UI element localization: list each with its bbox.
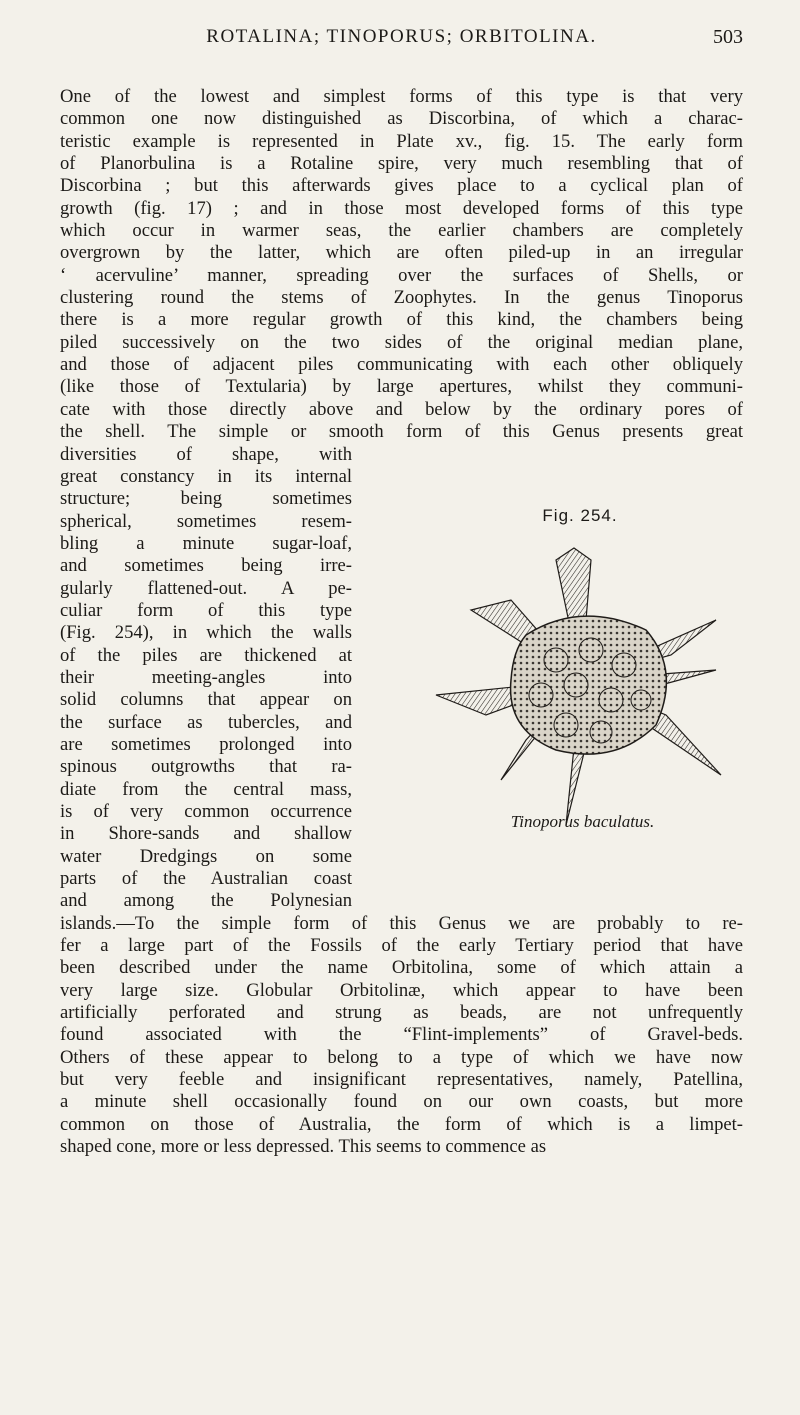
text-line: of the piles are thickened at [60,644,352,666]
text-line: ‘ acervuline’ manner, spreading over the surfaces of Shells, or [60,264,743,286]
text-line: common on those of Australia, the form of which is a limpet- [60,1113,743,1135]
page-header [60,26,743,56]
text-line: water Dredgings on some [60,845,352,867]
text-line: spherical, sometimes resem- [60,510,352,532]
text-line: Discorbina ; but this afterwards gives place to a cyclical plan of [60,175,743,197]
text-line: and those of adjacent piles communicating with each other obliquely [60,354,743,376]
text-line: common one now distinguished as Discorbina, of which a charac- [60,108,743,130]
text-line: islands.—To the simple form of this Genus we are probably to re- [60,912,743,934]
text-line: are sometimes prolonged into [60,733,352,755]
text-line: but very feeble and insignificant representatives, namely, Patellina, [60,1069,743,1091]
text-line: cate with those directly above and below by the ordinary pores of [60,398,743,420]
text-line: gularly flattened-out. A pe- [60,577,352,599]
text-line: their meeting-angles into [60,666,352,688]
page-number: 503 [713,26,743,48]
figure-caption: Tinoporus baculatus. [510,812,655,831]
text-line: clustering round the stems of Zoophytes. In the genus Tinoporus [60,287,743,309]
text-line: culiar form of this type [60,599,352,621]
text-line: which occur in warmer seas, the earlier chambers are completely [60,220,743,242]
text-line: the shell. The simple or smooth form of this Genus presents great [60,421,743,443]
text-line: the surface as tubercles, and [60,711,352,733]
text-line: artificially perforated and strung as beads, are not unfrequently [60,1002,743,1024]
text-line: of Planorbulina is a Rotaline spire, very much resembling that of [60,153,743,175]
text-line: shaped cone, more or less depressed. This seems to commence as [60,1136,547,1158]
text-line: is of very common occurrence [60,801,352,822]
text-line: teristic example is represented in Plate xv., fig. 15. The early form [60,130,743,152]
text-line: Others of these appear to belong to a type of which we have now [60,1046,743,1068]
text-line: and sometimes being irre- [60,555,352,577]
text-line: very large size. Globular Orbitolinæ, which appear to have been [60,979,743,1001]
text-line: great constancy in its internal [60,465,352,487]
text-line: One of the lowest and simplest forms of this type is that very [60,86,743,107]
text-line: a minute shell occasionally found on our own coasts, but more [60,1091,743,1113]
text-line: there is a more regular growth of this kind, the chambers being [60,309,743,331]
text-line: been described under the name Orbitolina, some of which attain a [60,957,743,979]
text-line: structure; being sometimes [60,488,352,510]
running-head: ROTALINA; TINOPORUS; ORBITOLINA. [206,26,597,47]
text-line: (Fig. 254), in which the walls [60,622,352,644]
text-line: (like those of Textularia) by large apertures, whilst they communi- [60,376,743,398]
text-line: fer a large part of the Fossils of the early Tertiary period that have [60,935,743,957]
text-line: and among the Polynesian [60,890,352,912]
text-line: overgrown by the latter, which are often piled-up in an irregular [60,242,743,264]
text-line: growth (fig. 17) ; and in those most developed forms of this type [60,197,743,219]
text-line: bling a minute sugar-loaf, [60,532,352,554]
text-line: piled successively on the two sides of the original median plane, [60,331,743,353]
text-line: diversities of shape, with [60,443,352,465]
text-line: parts of the Australian coast [60,868,352,890]
text-line: in Shore-sands and shallow [60,823,352,845]
text-line: found associated with the “Flint-implements” of Gravel-beds. [60,1024,743,1046]
text-line: solid columns that appear on [60,689,352,711]
tinoporus-illustration [416,540,746,830]
figure-label: Fig. 254. [542,506,618,525]
text-line: diate from the central mass, [60,778,352,800]
text-line: spinous outgrowths that ra- [60,756,352,778]
